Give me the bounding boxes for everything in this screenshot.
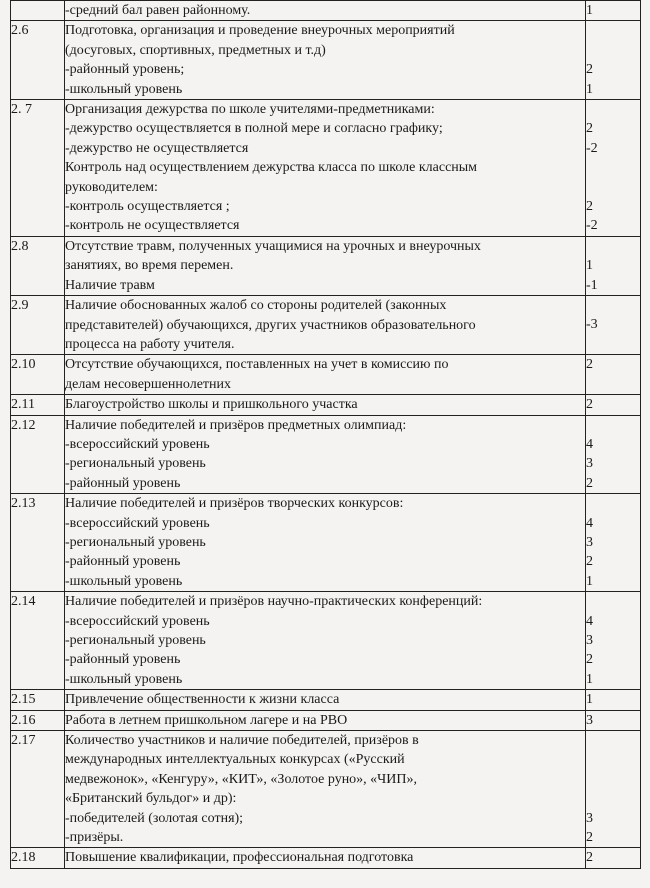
- description-line: -районный уровень: [65, 554, 181, 570]
- points-value: [586, 750, 640, 769]
- description-line: -школьный уровень: [65, 671, 183, 687]
- description-line: Количество участников и наличие победителей, призёров в: [65, 733, 419, 749]
- description-line: -всероссийский уровень: [65, 613, 210, 629]
- criterion-points: [586, 100, 641, 237]
- criterion-number: [11, 1, 65, 21]
- criterion-description: [65, 296, 586, 355]
- points-value: 2: [586, 199, 593, 215]
- description-line: -региональный уровень: [65, 456, 206, 472]
- table-row: [11, 710, 641, 730]
- points-value: [586, 592, 640, 611]
- criterion-description: [65, 494, 586, 592]
- points-value: 1: [586, 692, 593, 708]
- description-line: -победителей (золотая сотня);: [65, 810, 244, 826]
- criterion-points: [586, 848, 641, 868]
- table-row: [11, 592, 641, 690]
- points-value: 2: [586, 62, 593, 78]
- description-line: -школьный уровень: [65, 81, 183, 97]
- points-value: -3: [586, 317, 598, 333]
- points-value: 2: [586, 652, 593, 668]
- points-value: -2: [586, 218, 598, 234]
- description-line: Наличие победителей и призёров научно-практических конференций:: [65, 594, 483, 610]
- description-line: Организация дежурства по школе учителями-предметниками:: [65, 102, 435, 118]
- description-line: делам несовершеннолетних: [65, 376, 232, 392]
- description-line: Наличие победителей и призёров предметных олимпиад:: [65, 417, 407, 433]
- description-line: -районный уровень: [65, 652, 181, 668]
- description-line: -региональный уровень: [65, 534, 206, 550]
- description-line: Привлечение общественности к жизни класса: [65, 692, 340, 708]
- table-row: [11, 494, 641, 592]
- table-row: [11, 395, 641, 415]
- points-value: [586, 100, 640, 119]
- criterion-number: 2.18: [11, 848, 65, 868]
- points-value: 3: [586, 456, 593, 472]
- criterion-description: [65, 1, 586, 21]
- points-value: 1: [586, 671, 593, 687]
- points-value: [586, 21, 640, 40]
- table-row: [11, 848, 641, 868]
- criterion-number: 2.6: [11, 21, 65, 100]
- criterion-points: [586, 415, 641, 494]
- criterion-points: [586, 1, 641, 21]
- criterion-number: 2.17: [11, 731, 65, 848]
- points-value: [586, 41, 640, 60]
- points-value: [586, 237, 640, 256]
- points-value: [586, 770, 640, 789]
- points-value: [586, 789, 640, 808]
- points-value: 2: [586, 830, 593, 845]
- table-row: [11, 1, 641, 21]
- points-value: [586, 158, 640, 177]
- description-line: Наличие победителей и призёров творческих конкурсов:: [65, 496, 404, 512]
- criteria-table-body: [11, 1, 641, 869]
- criterion-description: [65, 731, 586, 848]
- description-line: Работа в летнем пришкольном лагере и на РВО: [65, 712, 348, 728]
- description-line: Отсутствие обучающихся, поставленных на учет в комиссию по: [65, 357, 449, 373]
- points-value: 4: [586, 436, 593, 452]
- points-value: [586, 731, 640, 750]
- points-value: 2: [586, 121, 593, 137]
- criteria-table: [10, 0, 641, 869]
- description-line: медвежонок», «Кенгуру», «КИТ», «Золотое руно», «ЧИП»,: [65, 771, 418, 787]
- points-value: 3: [586, 712, 593, 728]
- description-line: -контроль осуществляется ;: [65, 199, 230, 215]
- criterion-points: [586, 296, 641, 355]
- points-value: 3: [586, 534, 593, 550]
- criterion-number: 2.8: [11, 236, 65, 295]
- criterion-number: 2.10: [11, 355, 65, 395]
- points-value: [586, 178, 640, 197]
- description-line: -всероссийский уровень: [65, 436, 210, 452]
- criterion-description: [65, 690, 586, 710]
- points-value: [586, 335, 640, 354]
- table-row: [11, 415, 641, 494]
- criterion-number: 2.16: [11, 710, 65, 730]
- criterion-points: [586, 710, 641, 730]
- description-line: Повышение квалификации, профессиональная подготовка: [65, 850, 414, 866]
- description-line: -контроль не осуществляется: [65, 218, 240, 234]
- criterion-number: 2.12: [11, 415, 65, 494]
- points-value: 2: [586, 397, 593, 413]
- table-row: [11, 100, 641, 237]
- description-line: Наличие травм: [65, 277, 155, 293]
- criterion-points: [586, 690, 641, 710]
- criterion-number: 2.9: [11, 296, 65, 355]
- description-line: -школьный уровень: [65, 573, 183, 589]
- description-line: -районный уровень: [65, 475, 181, 491]
- description-line: Отсутствие травм, полученных учащимися на урочных и внеурочных: [65, 238, 481, 254]
- criterion-points: [586, 592, 641, 690]
- description-line: -дежурство осуществляется в полной мере и согласно графику;: [65, 121, 443, 137]
- description-line: (досуговых, спортивных, предметных и т.д): [65, 42, 326, 58]
- description-line: -районный уровень;: [65, 62, 185, 78]
- criterion-points: [586, 731, 641, 848]
- criterion-description: [65, 710, 586, 730]
- points-value: [586, 375, 640, 394]
- table-row: [11, 236, 641, 295]
- table-row: [11, 731, 641, 848]
- criterion-description: [65, 592, 586, 690]
- description-line: -региональный уровень: [65, 633, 206, 648]
- table-row: [11, 21, 641, 100]
- criterion-description: [65, 848, 586, 868]
- points-value: [586, 494, 640, 513]
- description-line: Контроль над осуществлением дежурства класса по школе классным: [65, 160, 478, 176]
- criterion-points: [586, 236, 641, 295]
- description-line: международных интеллектуальных конкурсах («Русский: [65, 752, 405, 768]
- criterion-description: [65, 415, 586, 494]
- points-value: 2: [586, 357, 593, 373]
- points-value: -1: [586, 277, 598, 293]
- points-value: 2: [586, 850, 593, 866]
- points-value: -2: [586, 140, 598, 156]
- description-line: Благоустройство школы и пришкольного участка: [65, 397, 358, 413]
- table-row: [11, 690, 641, 710]
- description-line: процесса на работу учителя.: [65, 336, 235, 352]
- points-value: 1: [586, 3, 593, 18]
- description-line: занятиях, во время перемен.: [65, 258, 234, 274]
- criterion-number: 2.13: [11, 494, 65, 592]
- criterion-description: [65, 236, 586, 295]
- description-line: Подготовка, организация и проведение внеурочных мероприятий: [65, 23, 455, 39]
- points-value: 1: [586, 573, 593, 589]
- description-line: -призёры.: [65, 830, 124, 846]
- criterion-description: [65, 395, 586, 415]
- criterion-number: 2.11: [11, 395, 65, 415]
- table-row: [11, 355, 641, 395]
- criterion-points: [586, 494, 641, 592]
- points-value: 4: [586, 515, 593, 531]
- criterion-description: [65, 21, 586, 100]
- points-value: 3: [586, 810, 593, 826]
- criterion-points: [586, 395, 641, 415]
- criterion-number: 2.14: [11, 592, 65, 690]
- table-row: [11, 296, 641, 355]
- criterion-points: [586, 355, 641, 395]
- description-line: руководителем:: [65, 179, 158, 195]
- points-value: 2: [586, 475, 593, 491]
- description-line: представителей) обучающихся, других участников образовательного: [65, 317, 476, 333]
- description-line: -всероссийский уровень: [65, 515, 210, 531]
- points-value: [586, 296, 640, 315]
- points-value: 3: [586, 632, 593, 648]
- criterion-description: [65, 100, 586, 237]
- description-line: -дежурство не осуществляется: [65, 140, 249, 156]
- description-line: Наличие обоснованных жалоб со стороны родителей (законных: [65, 298, 447, 314]
- criterion-number: 2. 7: [11, 100, 65, 237]
- points-value: 4: [586, 613, 593, 629]
- description-line: «Британский бульдог» и др):: [65, 791, 237, 807]
- points-value: 2: [586, 554, 593, 570]
- description-line: -средний бал равен районному.: [65, 3, 251, 18]
- criterion-points: [586, 21, 641, 100]
- points-value: 1: [586, 81, 593, 97]
- points-value: [586, 416, 640, 435]
- criterion-description: [65, 355, 586, 395]
- points-value: 1: [586, 258, 593, 274]
- criterion-number: 2.15: [11, 690, 65, 710]
